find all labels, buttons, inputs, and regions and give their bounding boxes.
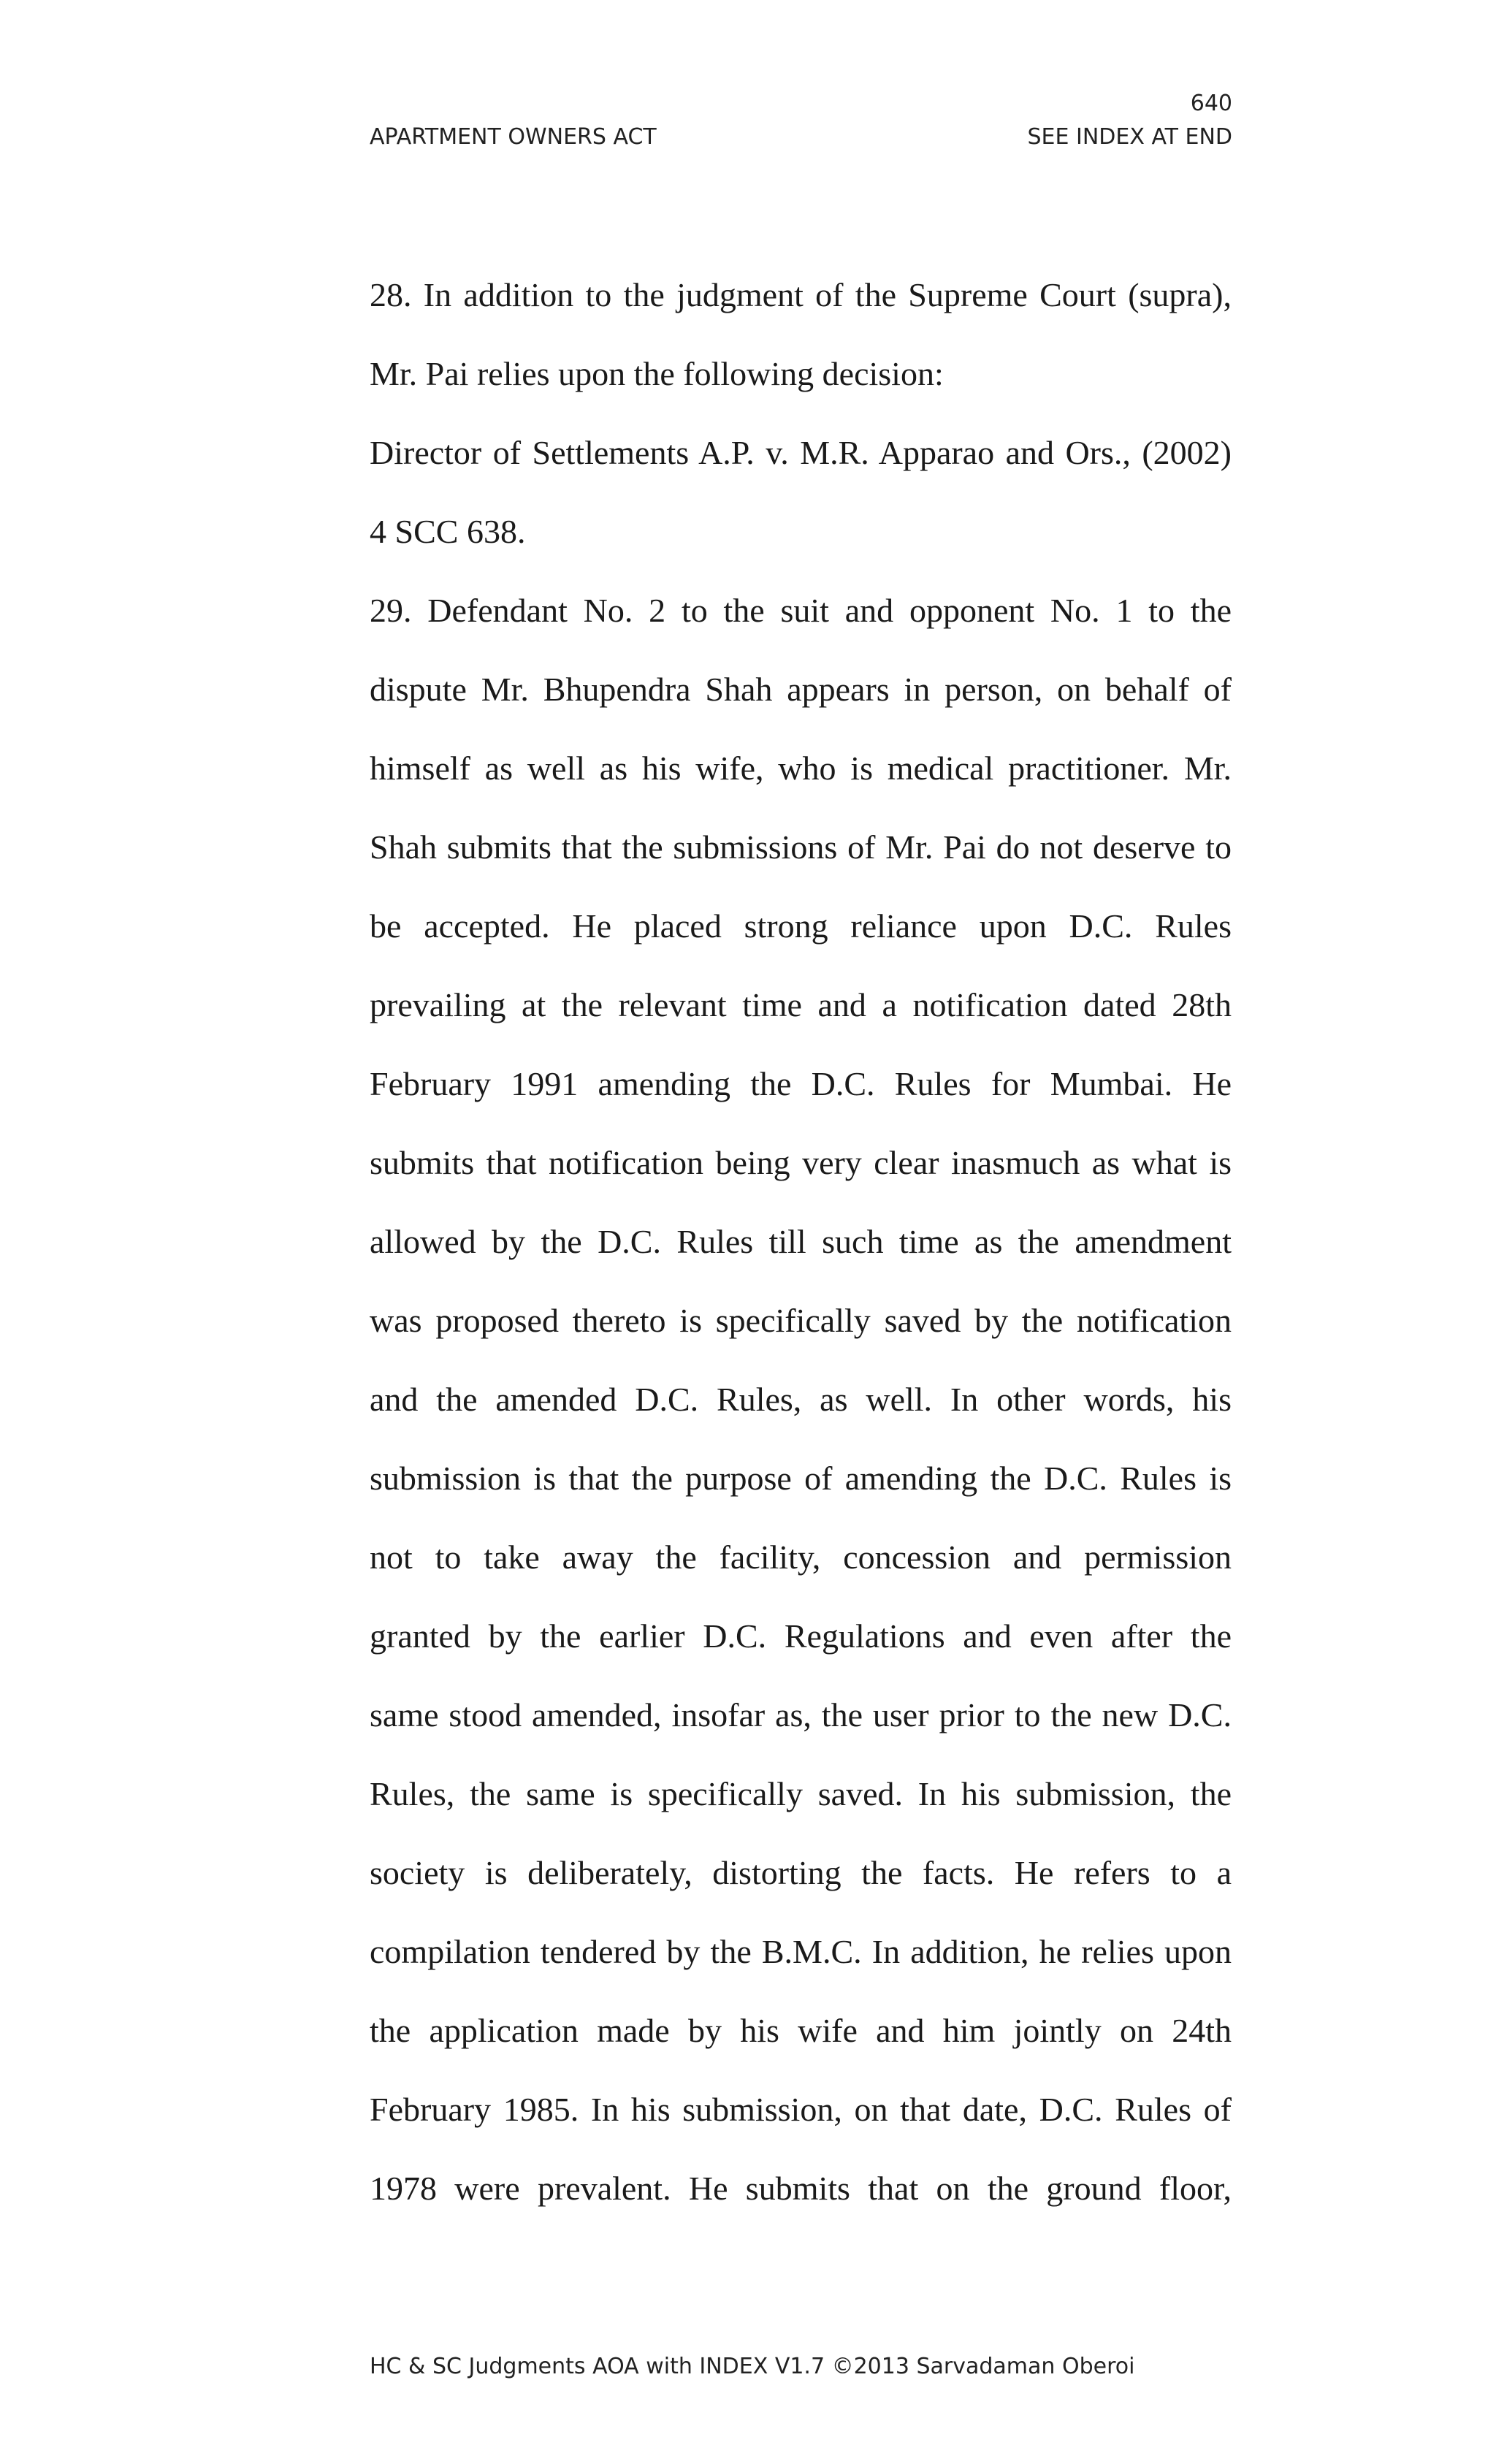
text-line: compilation tendered by the B.M.C. In addition, he relies upon <box>370 1933 1232 1970</box>
text-line: allowed by the D.C. Rules till such time as the amendment <box>370 1223 1232 1260</box>
text-line: Mr. Pai relies upon the following decision: <box>370 355 944 392</box>
text-line: be accepted. He placed strong reliance upon D.C. Rules <box>370 907 1232 945</box>
text-line: himself as well as his wife, who is medical practitioner. Mr. <box>370 750 1232 787</box>
text-line: the application made by his wife and him jointly on 24th <box>370 2012 1232 2049</box>
text-line: 28. In addition to the judgment of the Supreme Court (supra), <box>370 276 1232 313</box>
judgment-body-text <box>370 256 1232 2228</box>
text-line: February 1991 amending the D.C. Rules for Mumbai. He <box>370 1065 1232 1102</box>
text-line: same stood amended, insofar as, the user prior to the new D.C. <box>370 1696 1232 1733</box>
page-footer: HC & SC Judgments AOA with INDEX V1.7 ©2013 Sarvadaman Oberoi <box>370 2354 1135 2379</box>
text-line: Director of Settlements A.P. v. M.R. Apparao and Ors., (2002) <box>370 434 1232 471</box>
text-line: dispute Mr. Bhupendra Shah appears in person, on behalf of <box>370 671 1232 708</box>
text-line: and the amended D.C. Rules, as well. In other words, his <box>370 1381 1232 1418</box>
text-line: prevailing at the relevant time and a notification dated 28th <box>370 986 1232 1023</box>
text-line: granted by the earlier D.C. Regulations and even after the <box>370 1617 1232 1655</box>
running-header-title: APARTMENT OWNERS ACT <box>370 124 657 150</box>
text-line: Shah submits that the submissions of Mr. Pai do not deserve to <box>370 828 1232 866</box>
text-line: Rules, the same is specifically saved. In his submission, the <box>370 1775 1232 1812</box>
text-line: February 1985. In his submission, on that date, D.C. Rules of <box>370 2091 1232 2128</box>
running-header-index-note: SEE INDEX AT END <box>1027 124 1232 150</box>
text-line: 29. Defendant No. 2 to the suit and opponent No. 1 to the <box>370 592 1232 629</box>
page-number: 640 <box>1190 91 1232 116</box>
text-line: 4 SCC 638. <box>370 513 526 550</box>
text-line: not to take away the facility, concession and permission <box>370 1538 1232 1576</box>
text-line: submits that notification being very clear inasmuch as what is <box>370 1144 1232 1181</box>
text-line: submission is that the purpose of amending the D.C. Rules is <box>370 1460 1232 1497</box>
text-line: 1978 were prevalent. He submits that on the ground floor, <box>370 2170 1232 2207</box>
text-line: society is deliberately, distorting the facts. He refers to a <box>370 1854 1232 1891</box>
text-line: was proposed thereto is specifically saved by the notification <box>370 1302 1232 1339</box>
